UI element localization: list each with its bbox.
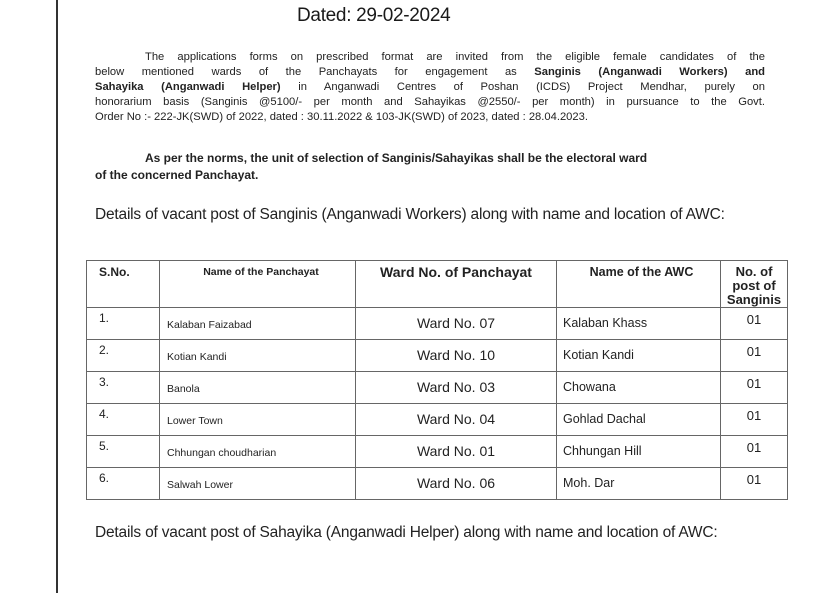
table-cell: Kalaban Khass: [557, 308, 721, 340]
table-cell: 5.: [87, 436, 160, 468]
table-cell: Gohlad Dachal: [557, 404, 721, 436]
table-cell: Moh. Dar: [557, 468, 721, 500]
sanginis-vacancy-table: [86, 260, 788, 500]
table-cell: 3.: [87, 372, 160, 404]
table-cell: Kotian Kandi: [557, 340, 721, 372]
intro-text: below mentioned wards of the Panchayats for engagement as: [95, 66, 535, 78]
sahayika-heading: Details of vacant post of Sahayika (Anganwadi Helper) along with name and location of AWC:: [95, 524, 718, 541]
table-cell: 1.: [87, 308, 160, 340]
notice-date: Dated: 29-02-2024: [297, 5, 451, 26]
column-header: S.No.: [87, 261, 160, 308]
column-header: Ward No. of Panchayat: [356, 261, 557, 308]
norms-line-1: As per the norms, the unit of selection of Sanginis/Sahayikas shall be the electoral ward: [145, 151, 648, 165]
column-header: Name of the AWC: [557, 261, 721, 308]
table-cell: Banola: [160, 372, 356, 404]
table-cell: Salwah Lower: [160, 468, 356, 500]
intro-text: in Anganwadi Centres of Poshan (ICDS) Project Mendhar, purely on: [280, 81, 765, 93]
intro-line-4: honorarium basis (Sanginis @5100/- per month and Sahayikas @2550/- per month) in pursuance to the Govt.: [95, 96, 765, 108]
table-cell: 01: [721, 436, 788, 468]
intro-line-1: The applications forms on prescribed format are invited from the eligible female candidates of the: [145, 51, 765, 63]
table-row: [87, 404, 788, 436]
table-row: [87, 372, 788, 404]
norms-line-2: of the concerned Panchayat.: [95, 168, 259, 182]
table-cell: Chowana: [557, 372, 721, 404]
intro-bold: Sahayika (Anganwadi Helper): [95, 81, 281, 93]
intro-line-5: Order No :- 222-JK(SWD) of 2022, dated : 30.11.2022 & 103-JK(SWD) of 2023, dated : 28.04.2023.: [95, 111, 588, 123]
table-cell: Kalaban Faizabad: [160, 308, 356, 340]
table-row: [87, 340, 788, 372]
table-cell: Ward No. 10: [356, 340, 557, 372]
table-cell: Chhungan choudharian: [160, 436, 356, 468]
table-cell: Ward No. 07: [356, 308, 557, 340]
intro-bold: Sanginis (Anganwadi Workers) and: [534, 66, 765, 78]
table-cell: 01: [721, 372, 788, 404]
table-cell: 2.: [87, 340, 160, 372]
sanginis-heading: Details of vacant post of Sanginis (Anganwadi Workers) along with name and location of AWC:: [95, 206, 725, 223]
header-row: [87, 261, 788, 308]
table-cell: Ward No. 01: [356, 436, 557, 468]
intro-line-3: [95, 80, 765, 95]
column-header: Name of the Panchayat: [160, 261, 356, 308]
table-cell: Kotian Kandi: [160, 340, 356, 372]
table-cell: 01: [721, 340, 788, 372]
table-cell: 6.: [87, 468, 160, 500]
table-row: [87, 308, 788, 340]
table-cell: 01: [721, 308, 788, 340]
table-cell: Chhungan Hill: [557, 436, 721, 468]
table-cell: 01: [721, 468, 788, 500]
table-cell: Ward No. 06: [356, 468, 557, 500]
page-border-line: [56, 0, 58, 593]
table-cell: Ward No. 04: [356, 404, 557, 436]
table-row: [87, 468, 788, 500]
table-cell: Lower Town: [160, 404, 356, 436]
intro-line-2: [95, 65, 765, 80]
table-row: [87, 436, 788, 468]
table-cell: 4.: [87, 404, 160, 436]
table-cell: Ward No. 03: [356, 372, 557, 404]
table-cell: 01: [721, 404, 788, 436]
column-header: No. of post of Sanginis: [721, 261, 788, 308]
